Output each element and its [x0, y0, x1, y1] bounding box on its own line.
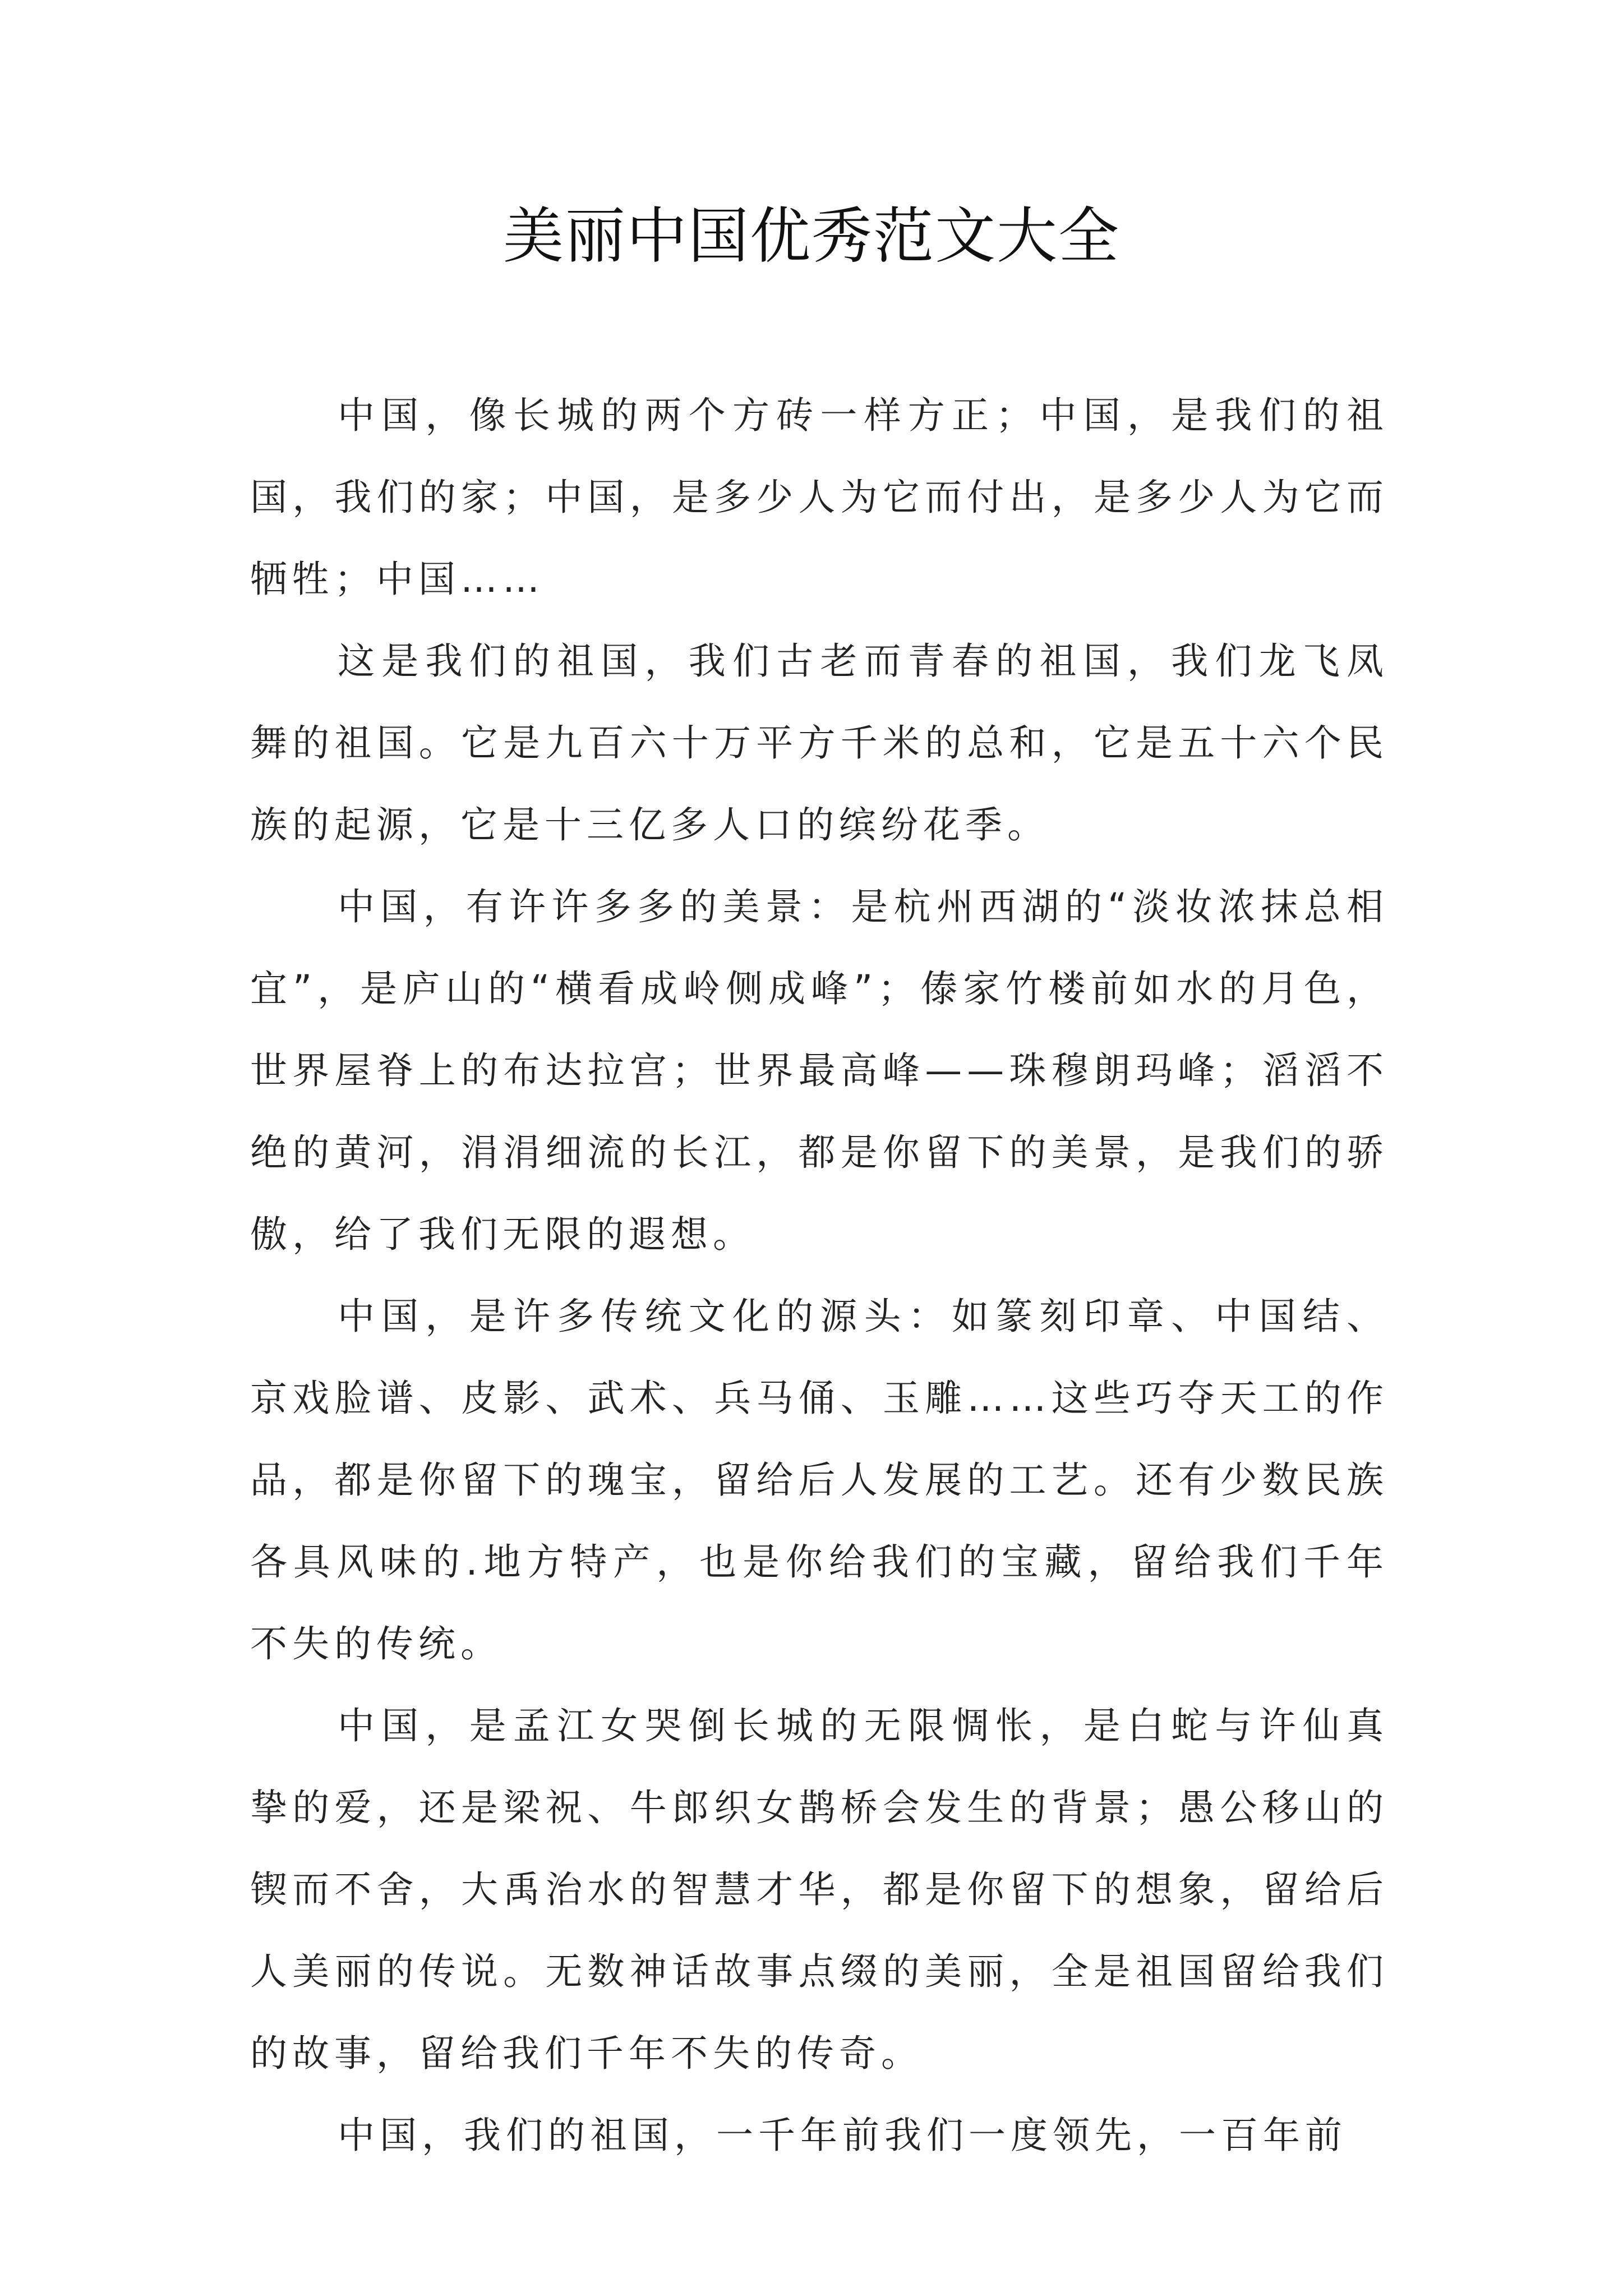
paragraph-3: 中国，有许许多多的美景：是杭州西湖的“淡妆浓抹总相宜”，是庐山的“横看成岭侧成峰”；傣家竹楼前如水的月色，世界屋脊上的布达拉宫；世界最高峰——珠穆朗玛峰；滔滔不绝的黄河，涓涓细流的长江，都是你留下的美景，是我们的骄傲，给了我们无限的遐想。 [250, 885, 1389, 1256]
paragraph-5: 中国，是孟江女哭倒长城的无限惆怅，是白蛇与许仙真挚的爱，还是梁祝、牛郎织女鹊桥会发生的背景；愚公移山的锲而不舍，大禹治水的智慧才华，都是你留下的想象，留给后人美丽的传说。无数神话故事点缀的美丽，全是祖国留给我们的故事，留给我们千年不失的传奇。 [250, 1704, 1389, 2075]
paragraph-4: 中国，是许多传统文化的源头：如篆刻印章、中国结、京戏脸谱、皮影、武术、兵马俑、玉雕……这些巧夺天工的作品，都是你留下的瑰宝，留给后人发展的工艺。还有少数民族各具风味的.地方特产，也是你给我们的宝藏，留给我们千年不失的传统。 [250, 1295, 1389, 1665]
paragraph-1: 中国，像长城的两个方砖一样方正；中国，是我们的祖国，我们的家；中国，是多少人为它而付出，是多少人为它而牺牲；中国…… [250, 394, 1389, 601]
document-body [250, 375, 1389, 2177]
document-title: 美丽中国优秀范文大全 [502, 201, 1120, 272]
paragraph-2: 这是我们的祖国，我们古老而青春的祖国，我们龙飞凤舞的祖国。它是九百六十万平方千米的总和，它是五十六个民族的起源，它是十三亿多人口的缤纷花季。 [250, 639, 1389, 846]
paragraph-6: 中国，我们的祖国，一千年前我们一度领先，一百年前 [338, 2114, 1347, 2157]
